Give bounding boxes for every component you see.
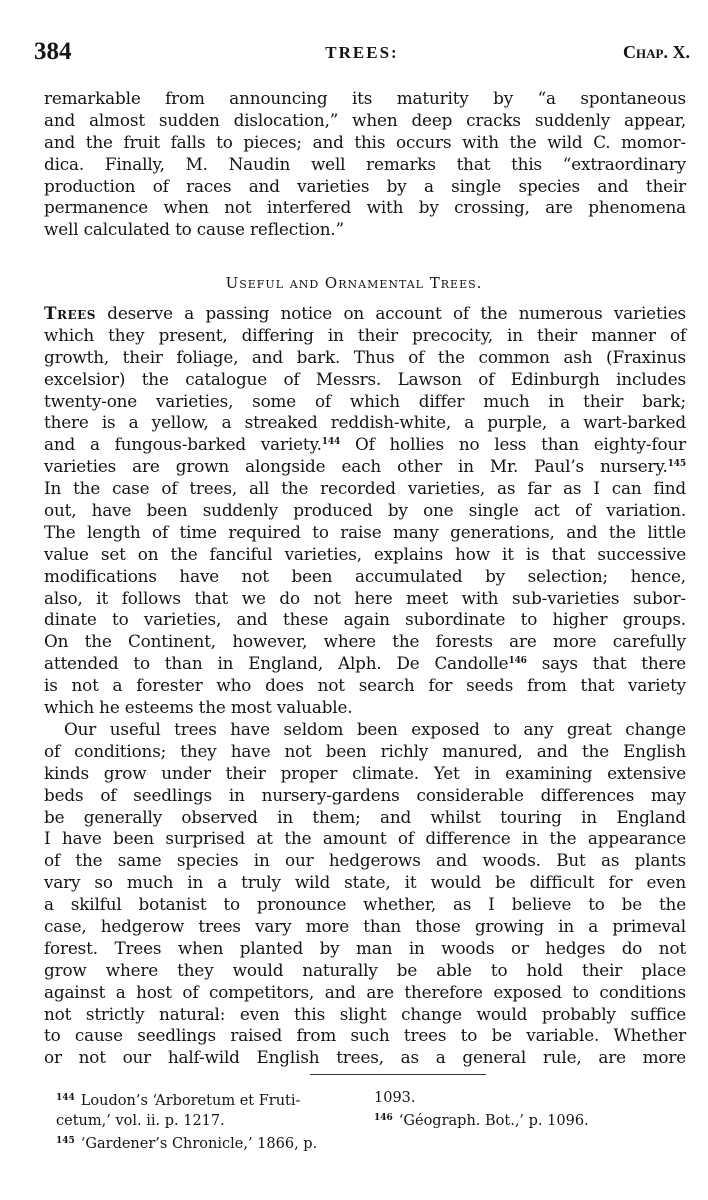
footnote-line: 1093. xyxy=(374,1090,416,1106)
text-line: modifications have not been accumulated by selection; hence, xyxy=(44,565,686,586)
text-line: production of races and varieties by a single species and their xyxy=(44,175,686,196)
text-line: which he esteems the most valuable. xyxy=(44,697,353,718)
text-line: remarkable from announcing its maturity by “a spontaneous xyxy=(44,88,686,108)
paragraph-conditions xyxy=(44,719,686,1069)
text-line: On the Continent, however, where the forests are more carefully xyxy=(44,631,686,652)
footnote-line: $^{145}$ ‘Gardener’s Chronicle,’ 1866, p. xyxy=(56,1136,318,1152)
footnote-ref-144[interactable]: 144 xyxy=(321,437,341,448)
text-line: a skilful botanist to pronounce whether, as I believe to be the xyxy=(44,894,686,915)
footnotes-right-column xyxy=(374,1088,674,1131)
text-line: attended to than in England, Alph. De Candolle$^{146}$ says that there xyxy=(44,653,686,674)
text-line: or not our half-wild English trees, as a general rule, are more xyxy=(44,1047,686,1068)
text-line: forest. Trees when planted by man in woods or hedges do not xyxy=(44,937,686,958)
text-line: against a host of competitors, and are therefore exposed to conditions xyxy=(44,981,686,1002)
text-line: which they present, differing in their precocity, in their manner of xyxy=(44,324,686,345)
lead-word: Trees xyxy=(44,303,96,323)
text-line: there is a yellow, a streaked reddish-white, a purple, a wart-barked xyxy=(44,412,686,433)
footnote-ref-145[interactable]: 145 xyxy=(667,459,686,470)
text-line: to cause seedlings raised from such trees to be variable. Whether xyxy=(44,1025,686,1046)
text-line: vary so much in a truly wild state, it would be difficult for even xyxy=(44,872,686,893)
text-line: In the case of trees, all the recorded varieties, as far as I can find xyxy=(44,478,686,499)
footnotes-left-column xyxy=(56,1088,376,1154)
text-line: and the fruit falls to pieces; and this occurs with the wild C. momor- xyxy=(44,131,686,152)
paragraph-useful-trees xyxy=(44,303,686,719)
footnote-number: 144 xyxy=(56,1093,75,1103)
text-line: of the same species in our hedgerows and woods. But as plants xyxy=(44,850,686,871)
text-line: excelsior) the catalogue of Messrs. Lawson of Edinburgh includes xyxy=(44,368,686,389)
text-line: Trees deserve a passing notice on account of the numerous varieties xyxy=(44,303,686,323)
text-line: well calculated to cause reflection.” xyxy=(44,219,344,240)
footnote-line: $^{144}$ Loudon’s ‘Arboretum et Fruti- xyxy=(56,1093,301,1109)
footnote-ref-146[interactable]: 146 xyxy=(508,656,527,667)
continuation-paragraph xyxy=(44,88,686,241)
text-line: also, it follows that we do not here meet with sub-varieties subor- xyxy=(44,587,686,608)
text-line: dinate to varieties, and these again subordinate to higher groups. xyxy=(44,609,686,630)
text-line: twenty-one varieties, some of which differ much in their bark; xyxy=(44,390,686,411)
text-line: out, have been suddenly produced by one single act of variation. xyxy=(44,500,686,521)
text-line: The length of time required to raise many generations, and the little xyxy=(44,521,686,542)
text-line: grow where they would naturally be able to hold their place xyxy=(44,959,686,980)
footnote-number: 146 xyxy=(374,1113,393,1123)
text-line: be generally observed in them; and whilst touring in England xyxy=(44,806,686,827)
text-line: growth, their foliage, and bark. Thus of the common ash (Fraxinus xyxy=(44,346,686,367)
text-line: and almost sudden dislocation,” when deep cracks suddenly appear, xyxy=(44,109,686,130)
footnote-rule xyxy=(310,1074,486,1075)
text-line: permanence when not interfered with by crossing, are phenomena xyxy=(44,197,686,218)
text-line: case, hedgerow trees vary more than those growing in a primeval xyxy=(44,916,686,937)
text-line: dica. Finally, M. Naudin well remarks that this “extraordinary xyxy=(44,153,686,174)
text-line: kinds grow under their proper climate. Yet in examining extensive xyxy=(44,762,686,783)
running-head: TREES: xyxy=(325,43,399,62)
text-line: beds of seedlings in nursery-gardens considerable differences may xyxy=(44,784,686,805)
text-line: and a fungous-barked variety.$^{144}$ Of hollies no less than eighty-four xyxy=(44,434,686,455)
text-line: varieties are grown alongside each other in Mr. Paul’s nursery.$^{145}$ xyxy=(44,456,686,477)
footnote-line: cetum,’ vol. ii. p. 1217. xyxy=(56,1113,225,1129)
page-header xyxy=(34,38,690,66)
section-heading: Useful and Ornamental Trees. xyxy=(225,274,483,292)
chapter-label: Chap. X. xyxy=(623,42,690,62)
footnote-line: $^{146}$ ‘Géograph. Bot.,’ p. 1096. xyxy=(374,1113,589,1129)
text-line: I have been surprised at the amount of difference in the appearance xyxy=(44,828,686,849)
text-line: value set on the fanciful varieties, explains how it is that successive xyxy=(44,543,686,564)
footnote-number: 145 xyxy=(56,1136,75,1146)
text-line: is not a forester who does not search for seeds from that variety xyxy=(44,675,686,696)
page-number: 384 xyxy=(34,38,72,65)
text-line: not strictly natural: even this slight change would probably suffice xyxy=(44,1003,686,1024)
text-line: of conditions; they have not been richly manured, and the English xyxy=(44,740,686,761)
text-line: Our useful trees have seldom been exposed to any great change xyxy=(64,719,686,739)
